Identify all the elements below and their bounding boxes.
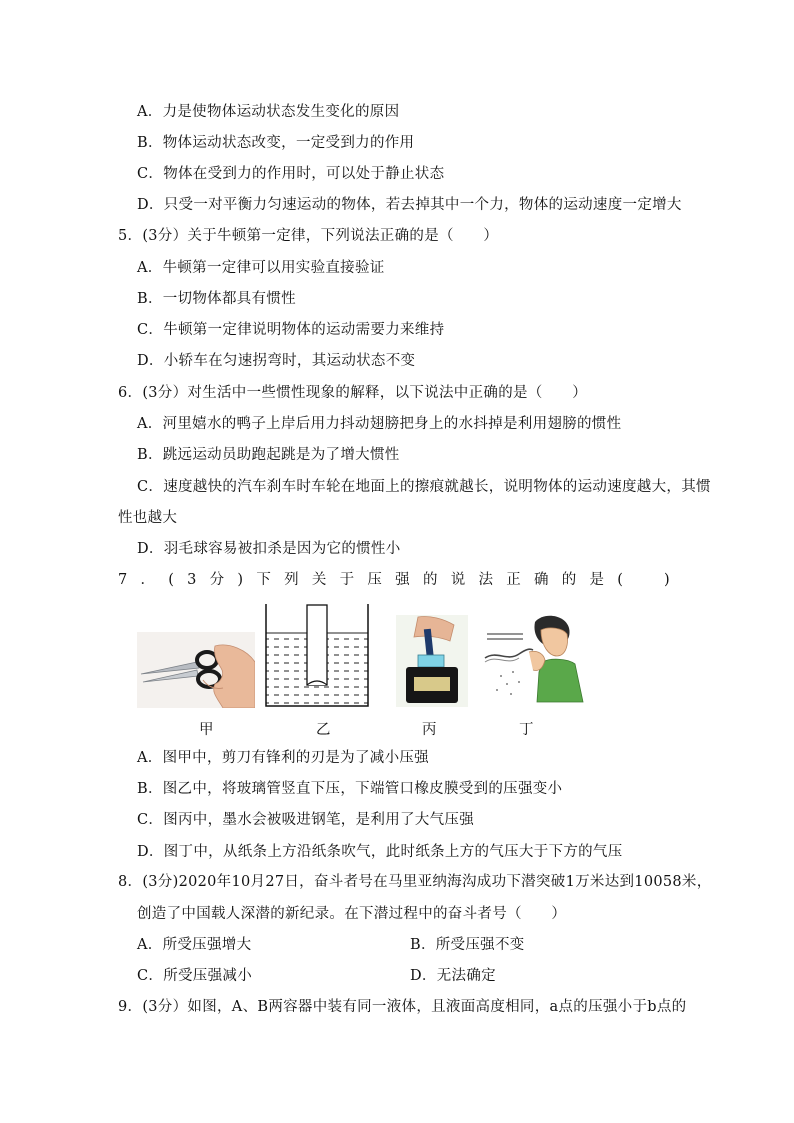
q6-option-c-line2: 性也越大: [118, 510, 178, 526]
caption-ding: 丁: [519, 722, 534, 738]
paper-strip: [485, 649, 533, 658]
q5-stem: 5．(3分）关于牛顿第一定律，下列说法正确的是（ ）: [118, 228, 499, 244]
q6-stem: 6．(3分）对生活中一些惯性现象的解释，以下说法中正确的是（ ）: [118, 385, 588, 401]
q7-option-c: C．图丙中，墨水会被吸进钢笔，是利用了大气压强: [137, 812, 474, 828]
q7-stem-char: 关: [311, 572, 327, 588]
q4-option-b: B．物体运动状态改变，一定受到力的作用: [137, 135, 415, 151]
q7-stem: [118, 570, 670, 590]
q7-stem-char: 法: [478, 572, 494, 588]
q5-option-d: D．小轿车在匀速拐弯时，其运动状态不变: [137, 353, 416, 369]
q7-stem-char: ．: [140, 572, 156, 588]
q7-stem-char: 的: [422, 572, 438, 588]
caption-yi: 乙: [316, 722, 331, 738]
q7-stem-char: 正: [506, 572, 522, 588]
q8-stem-line1: 8．(3分)2020年10月27日，奋斗者号在马里亚纳海沟成功下潜突破1万米达到10058米，: [118, 874, 712, 890]
figure-glass-tube: [263, 603, 371, 709]
figure-boy-blowing: [483, 612, 587, 708]
q7-option-a: A．图甲中，剪刀有锋利的刃是为了减小压强: [137, 750, 429, 766]
boy-shirt: [537, 659, 583, 702]
caption-jia: 甲: [199, 722, 214, 738]
q7-stem-char: 的: [561, 572, 577, 588]
q7-stem-char: 下: [256, 572, 272, 588]
boy-face: [541, 628, 568, 656]
q6-option-b: B．跳远运动员助跑起跳是为了增大惯性: [137, 447, 400, 463]
figure-scissors: [137, 632, 255, 708]
q8-option-b: B．所受压强不变: [410, 937, 525, 953]
q6-option-d: D．羽毛球容易被扣杀是因为它的惯性小: [137, 541, 401, 557]
q8-option-d: D．无法确定: [410, 968, 496, 984]
q8-option-c: C．所受压强减小: [137, 968, 252, 984]
q7-stem-char: 7: [118, 572, 128, 588]
q4-option-d: D．只受一对平衡力匀速运动的物体，若去掉其中一个力，物体的运动速度一定增大: [137, 197, 682, 213]
q7-stem-char: 列: [284, 572, 299, 588]
figure-ink-bottle: [396, 615, 468, 707]
q7-stem-char: 是: [589, 572, 605, 588]
q7-option-b: B．图乙中，将玻璃管竖直下压，下端管口橡皮膜受到的压强变小: [137, 781, 563, 797]
q7-stem-char: (: [168, 572, 175, 588]
q7-stem-char: 强: [395, 572, 410, 588]
bottle-neck: [418, 655, 444, 667]
q4-option-c: C．物体在受到力的作用时，可以处于静止状态: [137, 166, 445, 182]
q6-option-c-line1: C．速度越快的汽车刹车时车轮在地面上的擦痕就越长，说明物体的运动速度越大，其惯: [137, 479, 711, 495]
paper-strip: [485, 658, 519, 662]
q8-option-a: A．所受压强增大: [137, 937, 252, 953]
q7-stem-char: (: [617, 572, 624, 588]
caption-bing: 丙: [422, 722, 437, 738]
glass-tube: [307, 605, 327, 685]
q7-stem-char: 分: [209, 572, 225, 588]
q7-stem-char: 说: [450, 572, 466, 588]
q6-option-a: A．河里嬉水的鸭子上岸后用力抖动翅膀把身上的水抖掉是利用翅膀的惯性: [137, 416, 622, 432]
q7-stem-char: 压: [367, 572, 383, 588]
bottle-label: [414, 677, 450, 691]
q7-stem-char: 3: [187, 572, 197, 588]
q5-option-b: B．一切物体都具有惯性: [137, 291, 296, 307]
q7-option-d: D．图丁中，从纸条上方沿纸条吹气，此时纸条上方的气压大于下方的气压: [137, 844, 623, 860]
q5-option-a: A．牛顿第一定律可以用实验直接验证: [137, 260, 385, 276]
q5-option-c: C．牛顿第一定律说明物体的运动需要力来维持: [137, 322, 445, 338]
q9-stem: 9．(3分）如图，A、B两容器中装有同一液体，且液面高度相同，a点的压强小于b点的: [118, 999, 687, 1015]
q7-stem-char: [636, 570, 651, 590]
q7-stem-char: ): [237, 572, 244, 588]
q7-stem-char: 确: [534, 572, 549, 588]
q4-option-a: A．力是使物体运动状态发生变化的原因: [137, 104, 400, 120]
q7-stem-char: 于: [339, 572, 355, 588]
q7-stem-char: ): [663, 572, 670, 588]
q8-stem-line2: 创造了中国载人深潜的新纪录。在下潜过程中的奋斗者号（ ）: [137, 906, 567, 922]
